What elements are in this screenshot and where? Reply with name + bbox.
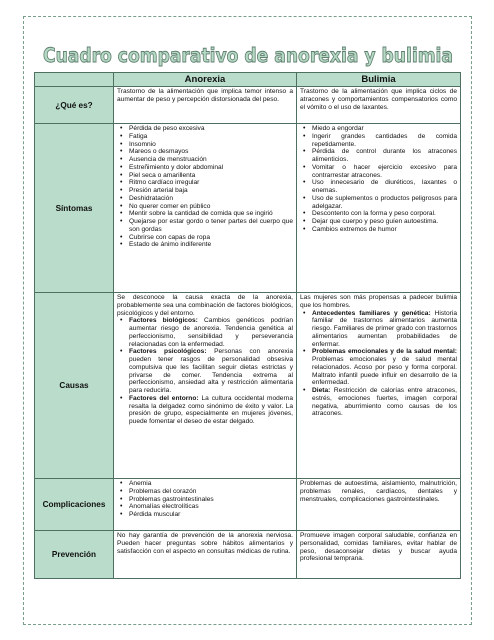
list-item: • Insomnio bbox=[129, 141, 293, 149]
list-item: • Piel seca o amarillenta bbox=[129, 172, 293, 180]
list-item: • Uso innecesario de diuréticos, laxantes o enemas. bbox=[312, 179, 457, 195]
list-item-heading: Factores biológicos: bbox=[129, 317, 198, 325]
complicaciones-bulimia: Problemas de autoestima, aislamiento, malnutrición, problemas renales, cardíacos, dentales y menstruales, complicaciones gastrointestinales. bbox=[297, 479, 461, 531]
row-label-causas: Causas bbox=[35, 293, 114, 479]
list-item: • Pérdida de control durante los atracones alimenticios. bbox=[312, 148, 457, 164]
prevencion-bulimia: Promueve imagen corporal saludable, confianza en personalidad, comidas familiares, evitar hablar de peso, desaconsejar dietas y buscar ayuda profesional temprana. bbox=[297, 531, 461, 579]
sintomas-bulimia bbox=[297, 124, 461, 293]
que-es-anorexia: Trastorno de la alimentación que implica temor intenso a aumentar de peso y percepción distorsionada del peso. bbox=[114, 87, 297, 124]
list-item: • Miedo a engordar bbox=[312, 125, 457, 133]
causas-anorexia-intro: Se desconoce la causa exacta de la anorexia, probablemente sea una combinación de factores biológicos, psicológicos y del entorno. bbox=[117, 294, 293, 317]
list-item-heading: Dieta: bbox=[312, 387, 331, 394]
row-prevencion bbox=[35, 531, 461, 579]
row-complicaciones bbox=[35, 479, 461, 531]
list-item-heading: Factores psicológicos: bbox=[129, 348, 207, 356]
list-item bbox=[312, 387, 457, 418]
list-item-heading: Antecedentes familiares y genética: bbox=[312, 309, 431, 317]
list-item: • Problemas del corazón bbox=[129, 488, 293, 496]
causas-anorexia bbox=[114, 293, 297, 479]
list-item: • Anomalías electrolíticas bbox=[129, 503, 293, 511]
list-item-text: La cultura occidental moderna resalta la delgadez como sinónimo de éxito y valor. La presión de grupo, especialmente en mujeres jóvenes, puede fomentar el deseo de estar delgado. bbox=[129, 394, 294, 425]
complicaciones-anorexia-list bbox=[117, 480, 293, 519]
list-item-heading: Problemas emocionales y de la salud mental: bbox=[312, 348, 457, 356]
list-item: • Deshidratación bbox=[129, 195, 293, 203]
table-header-row bbox=[35, 73, 461, 87]
list-item bbox=[312, 348, 457, 387]
list-item: • Pérdida muscular bbox=[129, 511, 293, 519]
row-label-que-es: ¿Qué es? bbox=[35, 87, 114, 124]
list-item: • Quejarse por estar gordo o tener partes del cuerpo que son gordas bbox=[129, 218, 293, 234]
prevencion-anorexia: No hay garantía de prevención de la anorexia nerviosa. Pueden hacer preguntas sobre hábitos alimentarios y satisfacción con el aspecto en consultas médicas de rutina. bbox=[114, 531, 297, 579]
row-label-sintomas: Síntomas bbox=[35, 124, 114, 293]
causas-anorexia-list bbox=[117, 317, 293, 426]
list-item: • Mentir sobre la cantidad de comida que se ingirió bbox=[129, 210, 293, 218]
list-item: • Fatiga bbox=[129, 133, 293, 141]
list-item bbox=[129, 348, 293, 395]
list-item-text: Cambios genéticos podrían aumentar riesgo de anorexia. Tendencia genética al perfeccionismo, sensibilidad y perseverancia relacionadas con la enfermedad. bbox=[129, 317, 294, 348]
title-text: Cuadro comparativo de anorexia y bulimia bbox=[43, 44, 453, 67]
causas-bulimia-intro: Las mujeres son más propensas a padecer bulimia que los hombres. bbox=[300, 294, 457, 309]
list-item: • Vomitar o hacer ejercicio excesivo para contrarrestar atracones. bbox=[312, 164, 457, 180]
list-item: • Pérdida de peso excesiva bbox=[129, 125, 293, 133]
list-item: • Problemas gastrointestinales bbox=[129, 496, 293, 504]
list-item bbox=[129, 317, 293, 348]
list-item: • Dejar que cuerpo y peso guíen autoestima. bbox=[312, 218, 457, 226]
comparison-table bbox=[34, 72, 461, 579]
list-item: • Ritmo cardíaco irregular bbox=[129, 179, 293, 187]
row-causas bbox=[35, 293, 461, 479]
list-item: • Estreñimiento y dolor abdominal bbox=[129, 164, 293, 172]
sintomas-anorexia bbox=[114, 124, 297, 293]
header-corner bbox=[35, 73, 114, 87]
que-es-bulimia: Trastorno de la alimentación que implica ciclos de atracones y comportamientos compensatorios como el vómito o el uso de laxantes. bbox=[297, 87, 461, 124]
list-item-text: Problemas emocionales y de salud mental relacionados. Acoso por peso y forma corporal. Maltrato infantil puede influir en desarrollo de la enfermedad. bbox=[312, 356, 457, 387]
list-item bbox=[129, 395, 293, 426]
list-item: • Cubrirse con capas de ropa bbox=[129, 234, 293, 242]
causas-bulimia bbox=[297, 293, 461, 479]
row-label-prevencion: Prevención bbox=[35, 531, 114, 579]
sintomas-anorexia-list bbox=[117, 125, 293, 249]
list-item: • Uso de suplementos o productos peligrosos para adelgazar. bbox=[312, 195, 457, 211]
list-item-text: Historia familiar de trastornos alimentarios aumenta riesgo. Familiares de primer grado con trastornos alimentarios aumentan probabilidades de enfermar. bbox=[312, 309, 458, 348]
list-item: • Cambios extremos de humor bbox=[312, 226, 457, 234]
row-label-complicaciones: Complicaciones bbox=[35, 479, 114, 531]
list-item-heading: Factores del entorno: bbox=[129, 394, 199, 402]
page-title bbox=[40, 42, 456, 68]
list-item: • Ausencia de menstruación bbox=[129, 156, 293, 164]
list-item: • Ingerir grandes cantidades de comida repetidamente. bbox=[312, 133, 457, 149]
list-item-text: Personas con anorexia pueden tener rasgos de personalidad obsesiva compulsiva que les facilitan seguir dietas estrictas y privarse de comer. Tendencia extrema al perfeccionismo, ansiedad alta y restricción alimentaria para reducirla. bbox=[129, 348, 293, 394]
sintomas-bulimia-list bbox=[300, 125, 457, 234]
list-item bbox=[312, 310, 457, 349]
list-item: • Anemia bbox=[129, 480, 293, 488]
header-anorexia: Anorexia bbox=[114, 73, 297, 87]
list-item: • Estado de ánimo indiferente bbox=[129, 241, 293, 249]
row-que-es bbox=[35, 87, 461, 124]
list-item: • Mareos o desmayos bbox=[129, 148, 293, 156]
complicaciones-anorexia bbox=[114, 479, 297, 531]
list-item-text: Restricción de calorías entre atracones, estrés, emociones fuertes, imagen corporal negativa, aburrimiento como causas de los atracones. bbox=[312, 387, 457, 418]
causas-bulimia-list bbox=[300, 310, 457, 419]
row-sintomas bbox=[35, 124, 461, 293]
list-item: • Presión arterial baja bbox=[129, 187, 293, 195]
list-item: • No querer comer en público bbox=[129, 203, 293, 211]
header-bulimia: Bulimia bbox=[297, 73, 461, 87]
list-item: • Descontento con la forma y peso corporal. bbox=[312, 210, 457, 218]
